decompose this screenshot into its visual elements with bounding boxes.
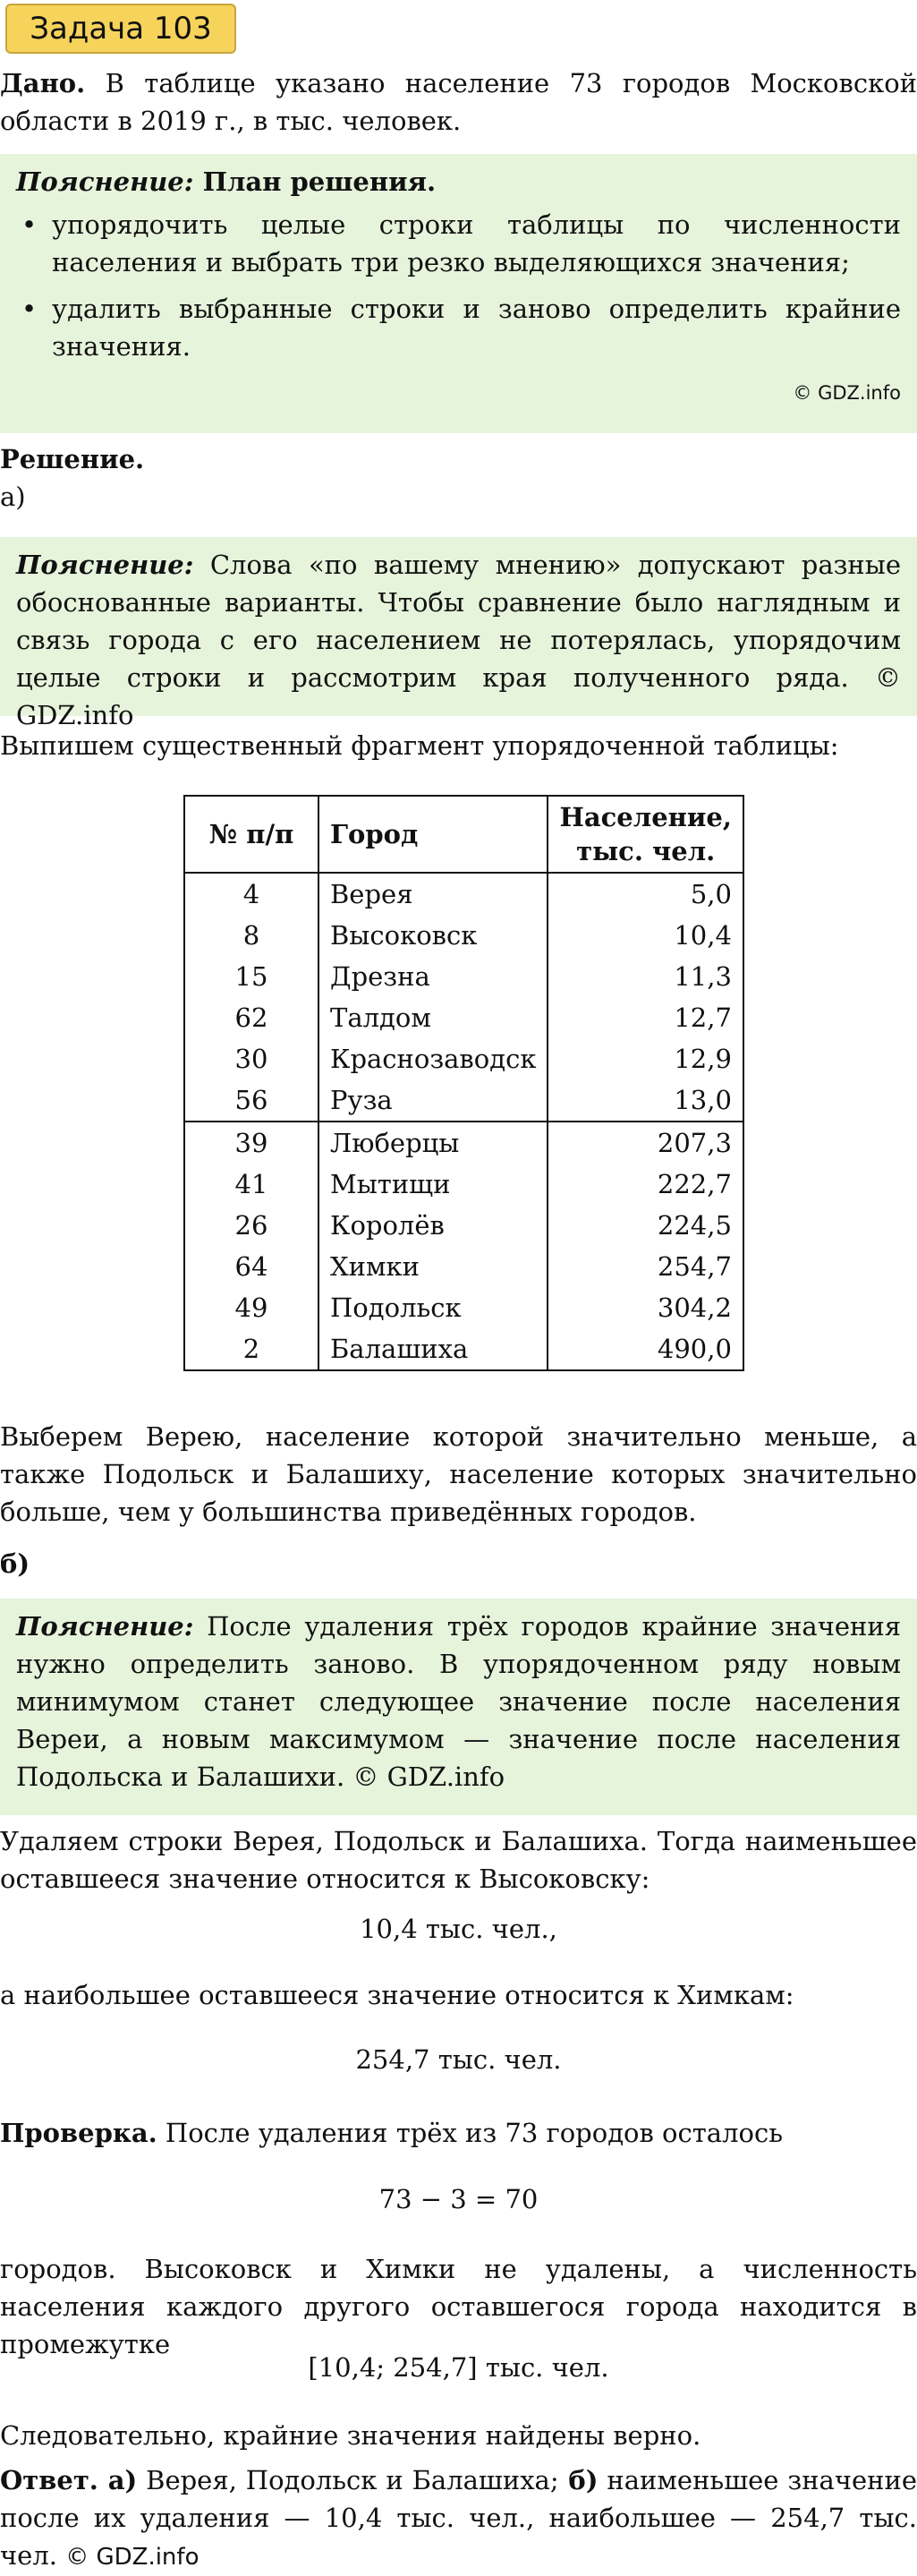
- row-population: 10,4: [548, 915, 743, 956]
- check-label: Проверка.: [0, 2118, 157, 2148]
- check-interval: [10,4; 254,7] тыс. чел.: [308, 2352, 609, 2383]
- row-city: Подольск: [318, 1287, 548, 1328]
- row-number: 30: [184, 1038, 318, 1079]
- table-intro-text: Выпишем существенный фрагмент упорядоченной таблицы:: [0, 730, 839, 761]
- table-row: [184, 915, 743, 956]
- max-value: 254,7 тыс. чел.: [355, 2044, 562, 2075]
- plan-label: Пояснение:: [16, 166, 194, 197]
- table-row: [184, 1205, 743, 1246]
- table-row: [184, 1079, 743, 1122]
- part-b-label: б): [0, 1548, 30, 1579]
- check-section: [0, 2114, 917, 2152]
- row-population: 224,5: [548, 1205, 743, 1246]
- plan-item: • упорядочить целые строки таблицы по численности населения и выбрать три резко выделяющихся значения;: [52, 206, 901, 281]
- check-text-2: [0, 2250, 917, 2363]
- row-number: 4: [184, 873, 318, 915]
- part-a-label: а): [0, 482, 26, 512]
- row-city: Химки: [318, 1246, 548, 1287]
- solution-label: Решение.: [0, 444, 145, 474]
- choice-section: [0, 1418, 917, 1531]
- note-a-text: Слова «по вашему мнению» допускают разные обоснованные варианты. Чтобы сравнение было наглядным и связь города с его населением не потерялась, упорядочим целые строки и рассмотрим края полученного ряда. © GDZ.info: [16, 550, 901, 730]
- answer-label: Ответ.: [0, 2465, 98, 2495]
- min-value: 10,4 тыс. чел.,: [360, 1914, 557, 1944]
- table-row: [184, 1287, 743, 1328]
- remove-section: [0, 1822, 917, 1898]
- plan-list: [16, 206, 901, 365]
- population-table: [183, 795, 744, 1371]
- part-b-heading: [0, 1545, 917, 1582]
- plan-item: • удалить выбранные строки и заново определить крайние значения.: [52, 290, 901, 365]
- row-city: Руза: [318, 1079, 548, 1122]
- row-number: 41: [184, 1164, 318, 1205]
- row-city: Балашиха: [318, 1328, 548, 1370]
- row-city: Люберцы: [318, 1122, 548, 1164]
- row-number: 15: [184, 956, 318, 997]
- row-number: 39: [184, 1122, 318, 1164]
- table-header-row: [184, 796, 743, 873]
- table-row: [184, 873, 743, 915]
- max-intro: а наибольшее оставшееся значение относится к Химкам:: [0, 1980, 794, 2010]
- plan-title: План решения.: [193, 166, 437, 197]
- table-row: [184, 1122, 743, 1164]
- row-city: Королёв: [318, 1205, 548, 1246]
- check-text-2-content: городов. Высоковск и Химки не удалены, а численность населения каждого другого оставшегося города находится в промежутке: [0, 2254, 917, 2359]
- row-city: Высоковск: [318, 915, 548, 956]
- row-population: 490,0: [548, 1328, 743, 1370]
- header-number: № п/п: [184, 796, 318, 873]
- note-a: [0, 537, 917, 730]
- table-row: [184, 1038, 743, 1079]
- check-text: После удаления трёх из 73 городов осталось: [157, 2118, 784, 2148]
- row-number: 49: [184, 1287, 318, 1328]
- header-population: Население, тыс. чел.: [548, 796, 743, 873]
- row-population: 222,7: [548, 1164, 743, 1205]
- table-row: [184, 1328, 743, 1370]
- row-number: 56: [184, 1079, 318, 1122]
- row-number: 8: [184, 915, 318, 956]
- row-city: Краснозаводск: [318, 1038, 548, 1079]
- row-number: 62: [184, 997, 318, 1038]
- task-title: Задача 103: [5, 4, 236, 54]
- row-population: 12,7: [548, 997, 743, 1038]
- row-population: 5,0: [548, 873, 743, 915]
- row-city: Мытищи: [318, 1164, 548, 1205]
- given-section: [0, 64, 917, 140]
- row-population: 254,7: [548, 1246, 743, 1287]
- row-number: 64: [184, 1246, 318, 1287]
- answer-a-text: Верея, Подольск и Балашиха;: [137, 2465, 559, 2495]
- check-formula: 73 − 3 = 70: [378, 2184, 539, 2214]
- row-population: 12,9: [548, 1038, 743, 1079]
- row-population: 207,3: [548, 1122, 743, 1164]
- answer-copyright: © GDZ.info: [65, 2544, 200, 2571]
- answer-a-label: а): [98, 2465, 138, 2495]
- choice-text: Выберем Верею, население которой значительно меньше, а также Подольск и Балашиху, население которых значительно больше, чем у большинства приведённых городов.: [0, 1421, 917, 1527]
- solution-heading: [0, 440, 917, 516]
- row-population: 13,0: [548, 1079, 743, 1122]
- note-b-label: Пояснение:: [16, 1611, 194, 1642]
- note-a-label: Пояснение:: [16, 550, 194, 580]
- table-row: [184, 1164, 743, 1205]
- note-b: [0, 1599, 917, 1815]
- answer-b-label: б): [558, 2465, 599, 2495]
- note-b-text: После удаления трёх городов крайние значения нужно определить заново. В упорядоченном ряду новым минимумом станет следующее значение после населения Вереи, а новым максимумом — значение после населения Подольска и Балашихи. © GDZ.info: [16, 1611, 901, 1792]
- row-population: 11,3: [548, 956, 743, 997]
- row-city: Талдом: [318, 997, 548, 1038]
- remove-text: Удаляем строки Верея, Подольск и Балашиха. Тогда наименьшее оставшееся значение относится к Высоковску:: [0, 1826, 917, 1894]
- table-intro: [0, 727, 917, 764]
- table-row: [184, 997, 743, 1038]
- given-text: В таблице указано население 73 городов Московской области в 2019 г., в тыс. человек.: [0, 68, 917, 136]
- plan-copyright: © GDZ.info: [793, 382, 901, 404]
- row-city: Верея: [318, 873, 548, 915]
- check-conclusion: Следовательно, крайние значения найдены верно.: [0, 2420, 701, 2451]
- row-city: Дрезна: [318, 956, 548, 997]
- plan-note: [0, 154, 917, 433]
- header-city: Город: [318, 796, 548, 873]
- table-row: [184, 956, 743, 997]
- answer-b-text: наименьшее значение после их удаления — 10,4 тыс. чел., наибольшее — 254,7 тыс. чел.: [0, 2465, 917, 2571]
- row-population: 304,2: [548, 1287, 743, 1328]
- answer-section: [0, 2461, 917, 2576]
- table-row: [184, 1246, 743, 1287]
- row-number: 26: [184, 1205, 318, 1246]
- row-number: 2: [184, 1328, 318, 1370]
- given-label: Дано.: [0, 68, 86, 98]
